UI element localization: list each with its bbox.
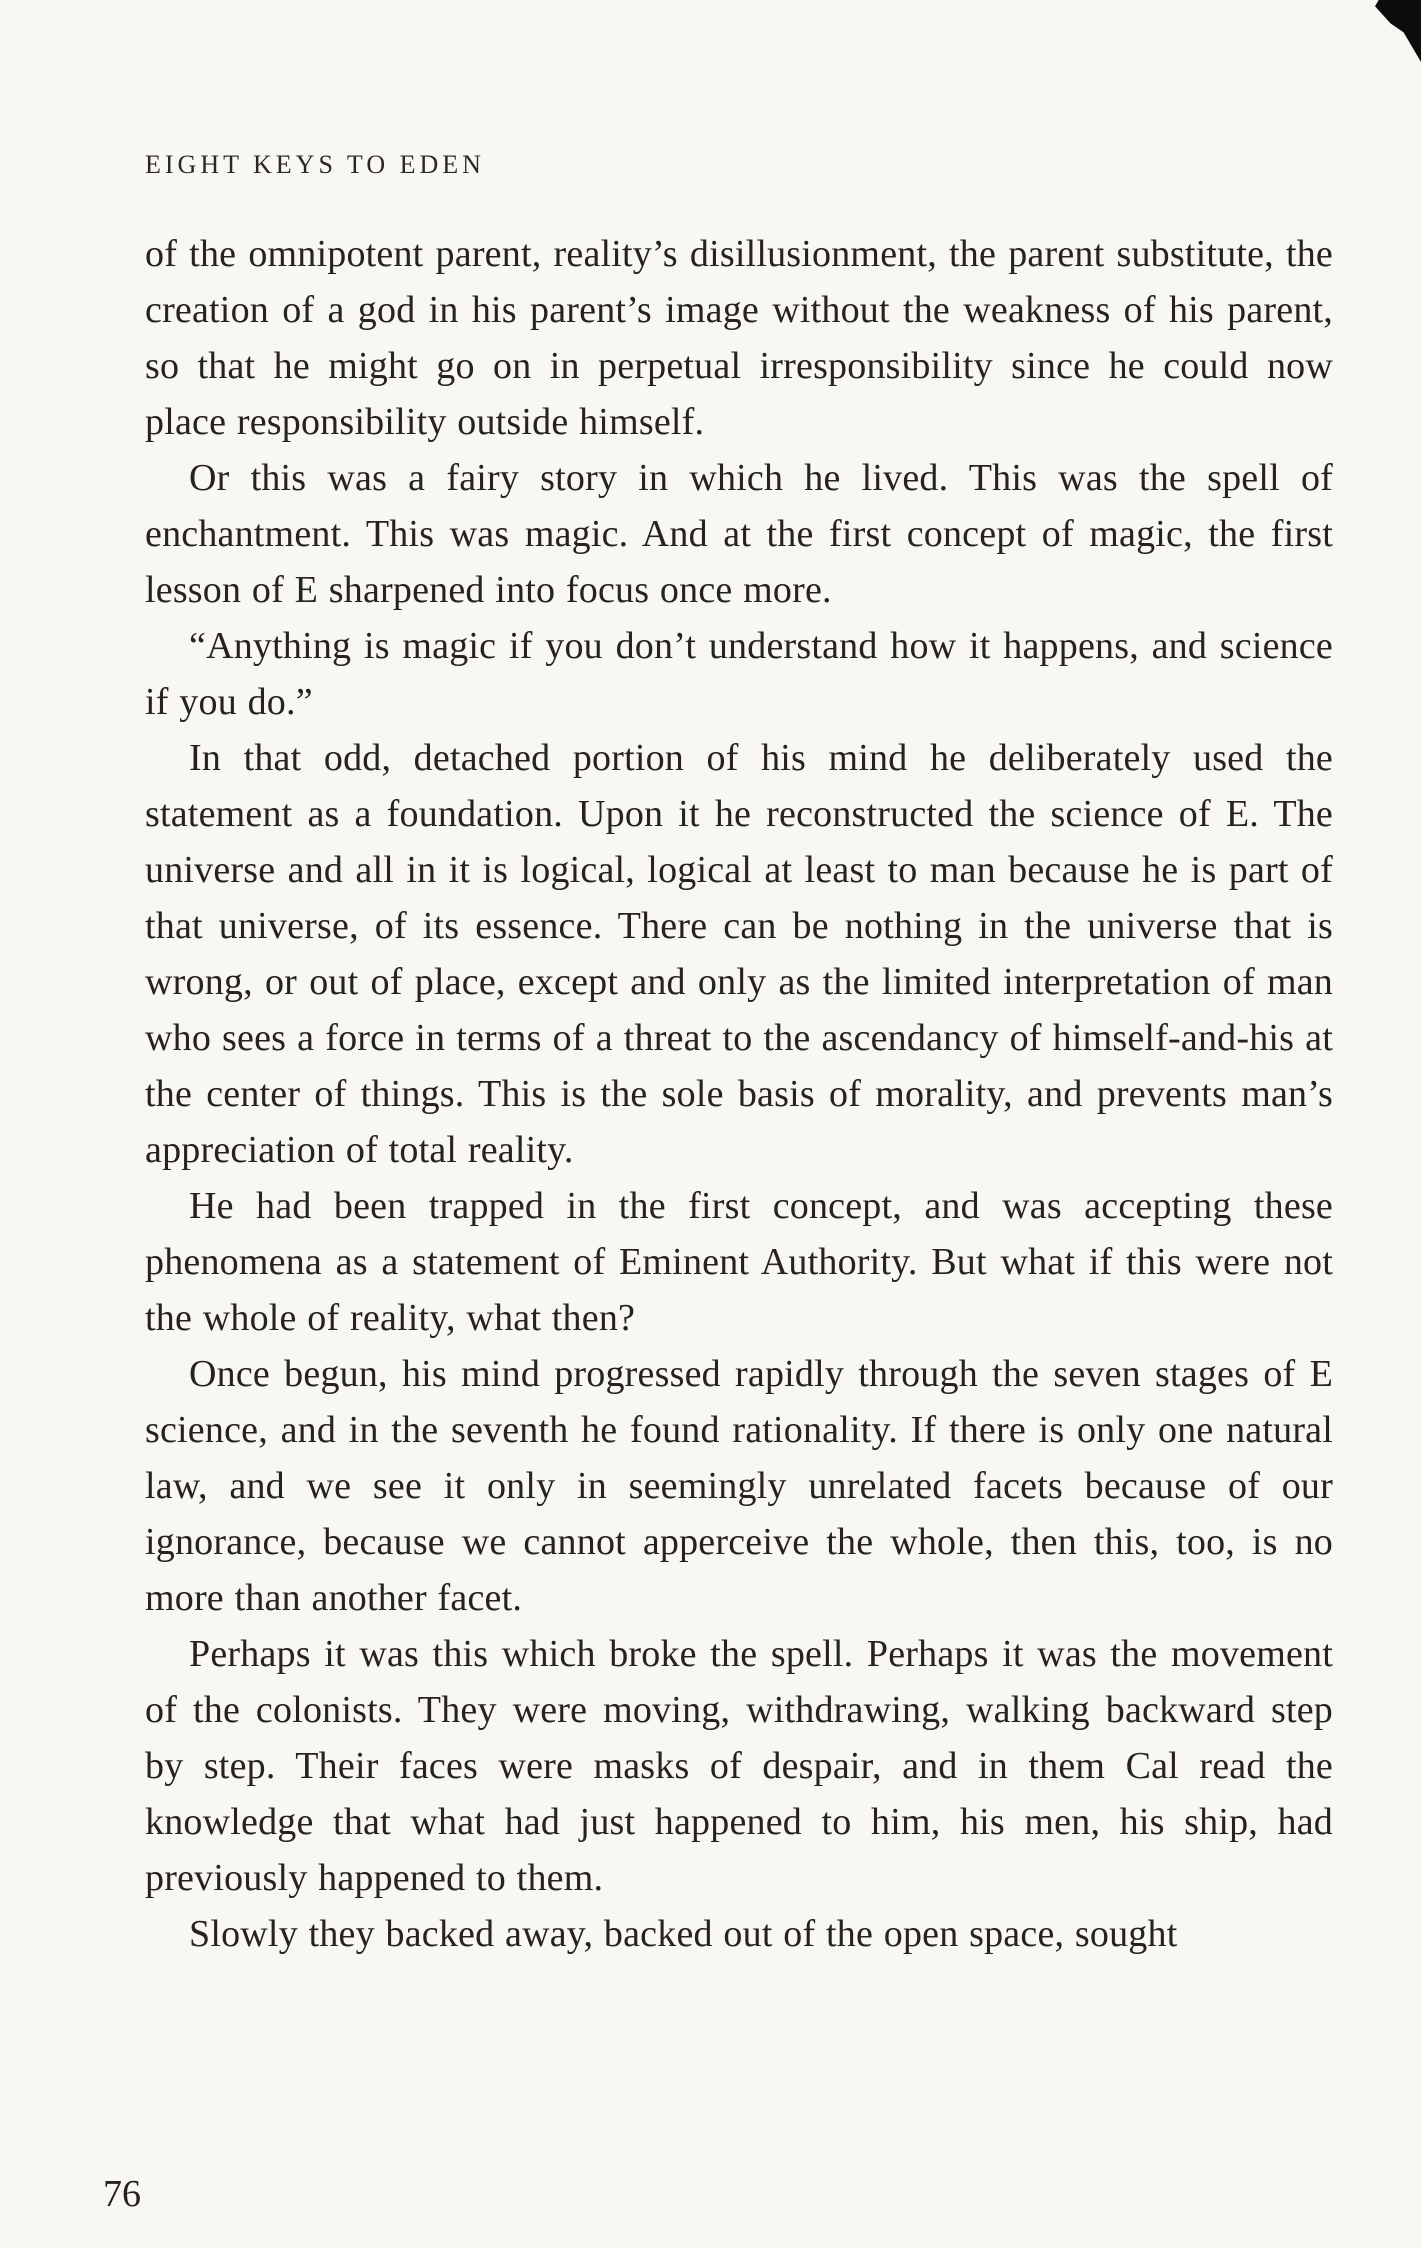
running-header: EIGHT KEYS TO EDEN <box>145 150 485 179</box>
paragraph: Perhaps it was this which broke the spell. Perhaps it was the movement of the colonists. They were moving, withdrawing, walking backward step by step. Their faces were masks of despair, and in them Cal read the knowledge that what had just happened to him, his men, his ship, had previously happened to them. <box>145 1633 1333 1899</box>
body-text <box>145 226 1333 1962</box>
page-number: 76 <box>103 2173 141 2215</box>
paragraph: He had been trapped in the first concept, and was accepting these phenomena as a statement of Eminent Authority. But what if this were not the whole of reality, what then? <box>145 1185 1333 1339</box>
paragraph: In that odd, detached portion of his mind he deliberately used the statement as a foundation. Upon it he reconstructed the science of E. The universe and all in it is logical, logical at least to man because he is part of that universe, of its essence. There can be nothing in the universe that is wrong, or out of place, except and only as the limited interpretation of man who sees a force in terms of a threat to the ascendancy of himself-and-his at the center of things. This is the sole basis of morality, and prevents man’s appreciation of total reality. <box>145 737 1333 1171</box>
paragraph: Once begun, his mind progressed rapidly through the seven stages of E science, and in the seventh he found rationality. If there is only one natural law, and we see it only in seemingly unrelated facets because of our ignorance, because we cannot apperceive the whole, then this, too, is no more than another facet. <box>145 1353 1333 1619</box>
paragraph: Slowly they backed away, backed out of the open space, sought <box>189 1913 1178 1955</box>
paragraph: “Anything is magic if you don’t understand how it happens, and science if you do.” <box>145 625 1333 723</box>
page-corner-mark <box>1375 0 1421 62</box>
paragraph: Or this was a fairy story in which he lived. This was the spell of enchantment. This was magic. And at the first concept of magic, the first lesson of E sharpened into focus once more. <box>145 457 1333 611</box>
paragraph: of the omnipotent parent, reality’s disillusionment, the parent substitute, the creation of a god in his parent’s image without the weakness of his parent, so that he might go on in perpetual irresponsibility since he could now place responsibility outside himself. <box>145 233 1333 443</box>
page-content <box>145 150 1333 1962</box>
